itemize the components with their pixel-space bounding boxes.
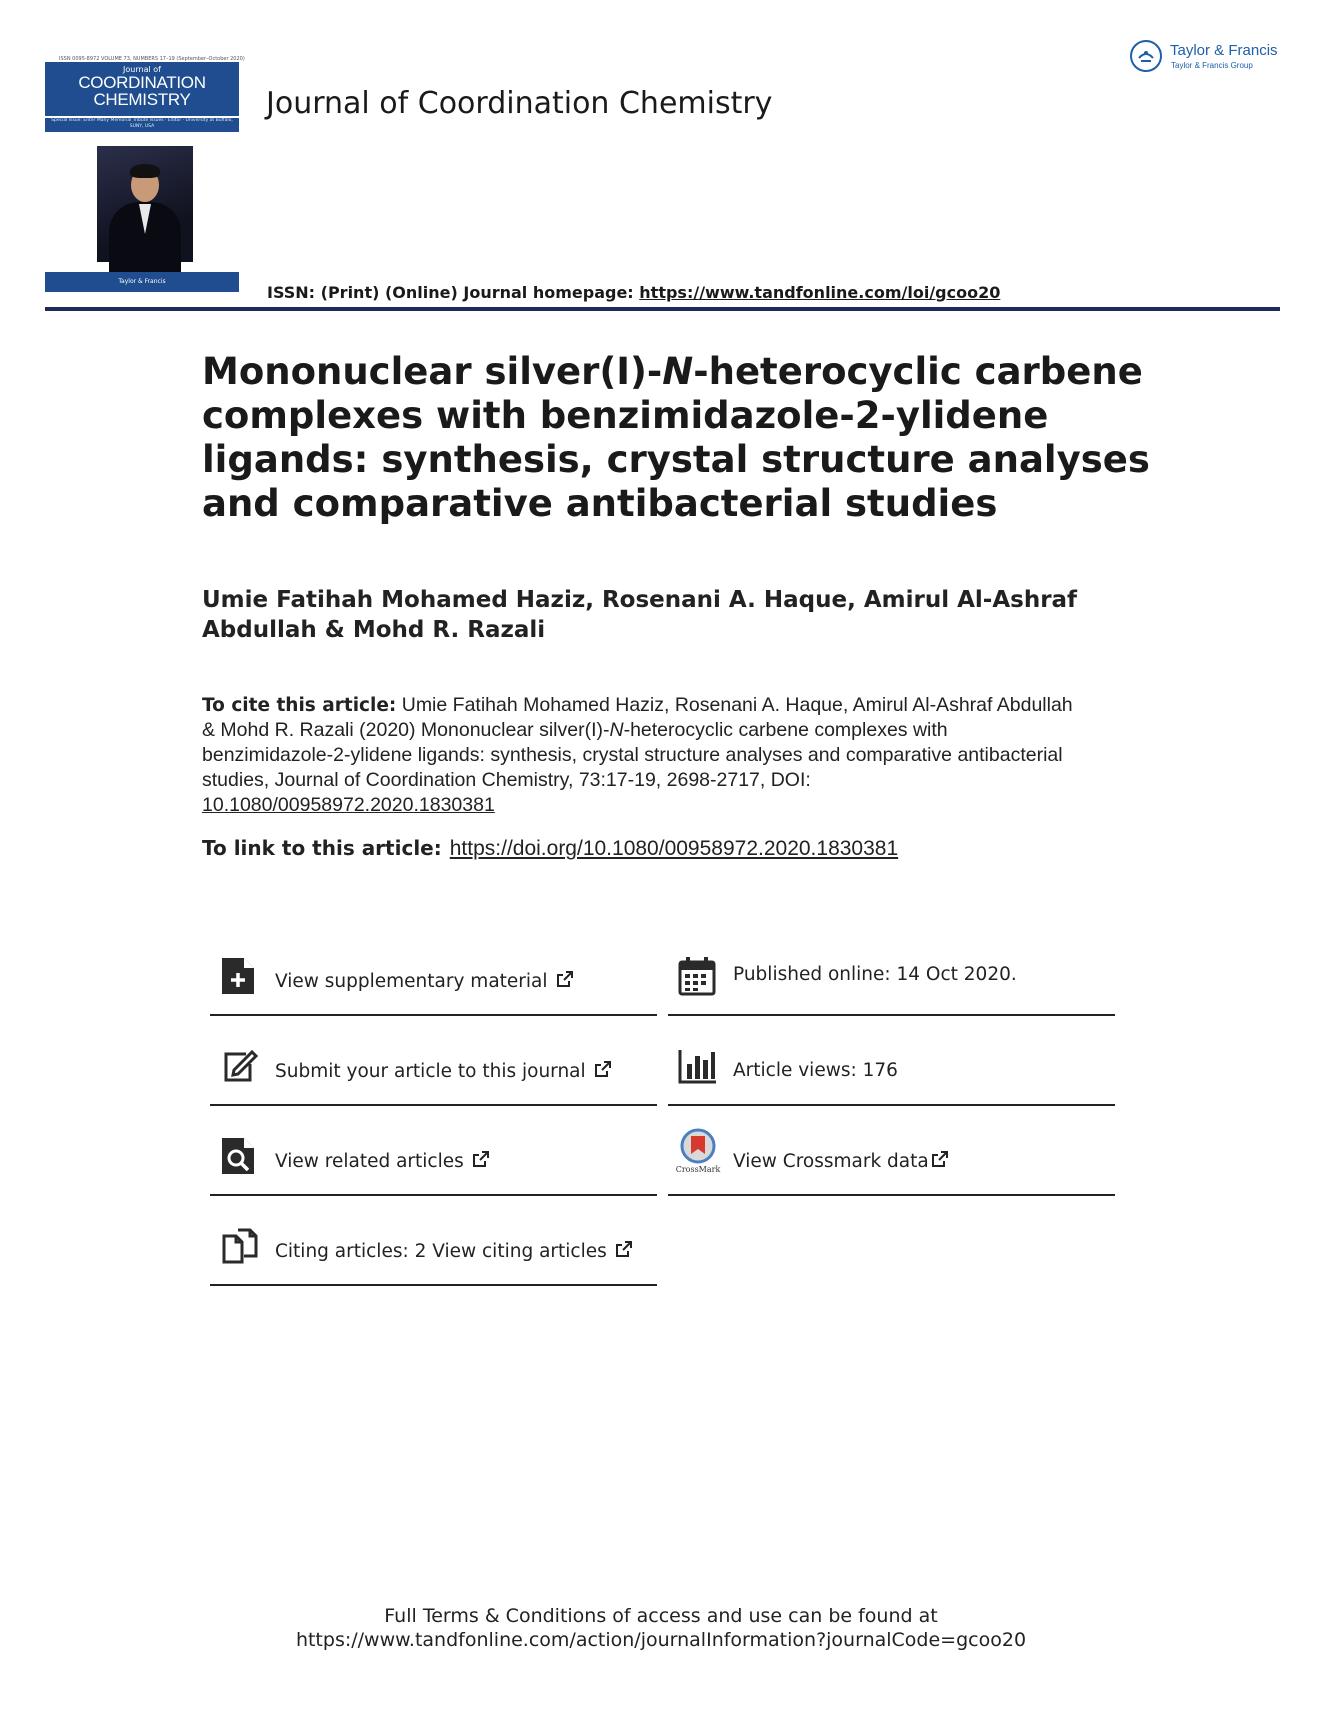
article-views-label: Article views: 176	[733, 1060, 898, 1081]
supplementary-label: View supplementary material	[275, 971, 548, 992]
cite-label: To cite this article:	[202, 695, 397, 716]
cover-title-line2: CHEMISTRY	[93, 90, 191, 109]
submit-article-link[interactable]	[210, 1018, 657, 1106]
article-link-line	[202, 836, 898, 861]
issn-homepage-line	[267, 283, 1000, 302]
external-link-icon	[594, 1060, 612, 1083]
view-supplementary-material-link[interactable]	[210, 928, 657, 1016]
journal-homepage-link[interactable]: https://www.tandfonline.com/loi/gcoo20	[639, 283, 1001, 302]
cover-title-band	[45, 62, 239, 116]
edit-pencil-icon	[220, 1046, 258, 1086]
header-divider	[45, 307, 1280, 311]
terms-footer	[0, 1604, 1322, 1652]
cover-publisher: Taylor & Francis	[45, 272, 239, 292]
submit-label: Submit your article to this journal	[275, 1061, 586, 1082]
external-link-icon	[556, 970, 574, 993]
terms-url-link[interactable]: https://www.tandfonline.com/action/journalInformation?journalCode=gcoo20	[295, 1629, 1027, 1651]
view-citing-articles-link[interactable]	[210, 1198, 657, 1286]
citing-label: Citing articles: 2 View citing articles	[275, 1241, 607, 1262]
article-authors: Umie Fatihah Mohamed Haziz, Rosenani A. Haque, Amirul Al-Ashraf Abdullah & Mohd R. Razali	[202, 587, 1078, 643]
copy-documents-icon	[220, 1226, 258, 1266]
bar-chart-icon	[678, 1046, 716, 1086]
external-link-icon	[615, 1240, 633, 1263]
cover-issn-volume: ISSN 0095-8972 VOLUME 73, NUMBERS 17–19 (September–October 2020)	[59, 56, 245, 62]
terms-text: Full Terms & Conditions of access and use can be found at	[384, 1605, 938, 1627]
published-online-label: Published online: 14 Oct 2020.	[733, 964, 1017, 985]
cite-text-part1: Umie Fatihah Mohamed Haziz, Rosenani A. Haque, Amirul Al-Ashraf Abdullah & Mohd R. Razali (2020) Mononuclear silver(I)-	[202, 694, 1073, 741]
link-label: To link to this article:	[202, 836, 442, 860]
external-link-icon	[931, 1150, 949, 1173]
article-title	[202, 350, 1162, 526]
cover-special-issue: Special Issue: Enter Many Memorial Tribute Issues · Editor · University at Buffalo, SUNY, USA	[45, 118, 239, 132]
external-link-icon	[472, 1150, 490, 1173]
article-views-info	[668, 1018, 1115, 1106]
title-part1: Mononuclear silver(I)-	[202, 350, 663, 393]
cover-title-line1: COORDINATION	[78, 73, 206, 92]
cite-text-italic: N	[609, 719, 624, 741]
journal-cover-image	[45, 56, 245, 292]
citation-block	[202, 693, 1082, 818]
crossmark-icon	[675, 1128, 721, 1174]
cite-text-part2: -heterocyclic carbene complexes with benzimidazole-2-ylidene ligands: synthesis, crystal structure analyses and comparative antibacterial studies, Journal of Coordination Chemistry, 73:17-19, 2698-2717, DOI:	[202, 719, 1063, 791]
calendar-icon	[678, 956, 716, 996]
view-crossmark-link[interactable]	[668, 1108, 1115, 1196]
cover-portrait-photo	[97, 146, 193, 262]
cite-doi-link[interactable]: 10.1080/00958972.2020.1830381	[202, 794, 495, 816]
article-doi-url-link[interactable]: https://doi.org/10.1080/00958972.2020.1830381	[449, 837, 899, 860]
journal-name: Journal of Coordination Chemistry	[266, 86, 773, 121]
publisher-group: Taylor & Francis Group	[1171, 61, 1253, 70]
published-online-info	[668, 928, 1115, 1016]
document-plus-icon	[220, 956, 258, 996]
title-italic: N	[662, 350, 694, 393]
view-related-articles-link[interactable]	[210, 1108, 657, 1196]
title-part2: -heterocyclic carbene complexes with benzimidazole-2-ylidene ligands: synthesis, crystal structure analyses and comparative antibacterial studies	[202, 350, 1150, 525]
taylor-francis-logo[interactable]	[1130, 40, 1290, 76]
document-search-icon	[220, 1136, 258, 1176]
crossmark-logo-text: CrossMark	[675, 1165, 721, 1174]
cover-journal-of: Journal of	[123, 65, 161, 74]
issn-label: ISSN: (Print) (Online) Journal homepage:	[267, 283, 640, 302]
taylor-francis-emblem-icon	[1130, 40, 1162, 72]
publisher-brand: Taylor & Francis	[1170, 42, 1278, 59]
related-label: View related articles	[275, 1151, 464, 1172]
crossmark-label: View Crossmark data	[733, 1151, 929, 1172]
